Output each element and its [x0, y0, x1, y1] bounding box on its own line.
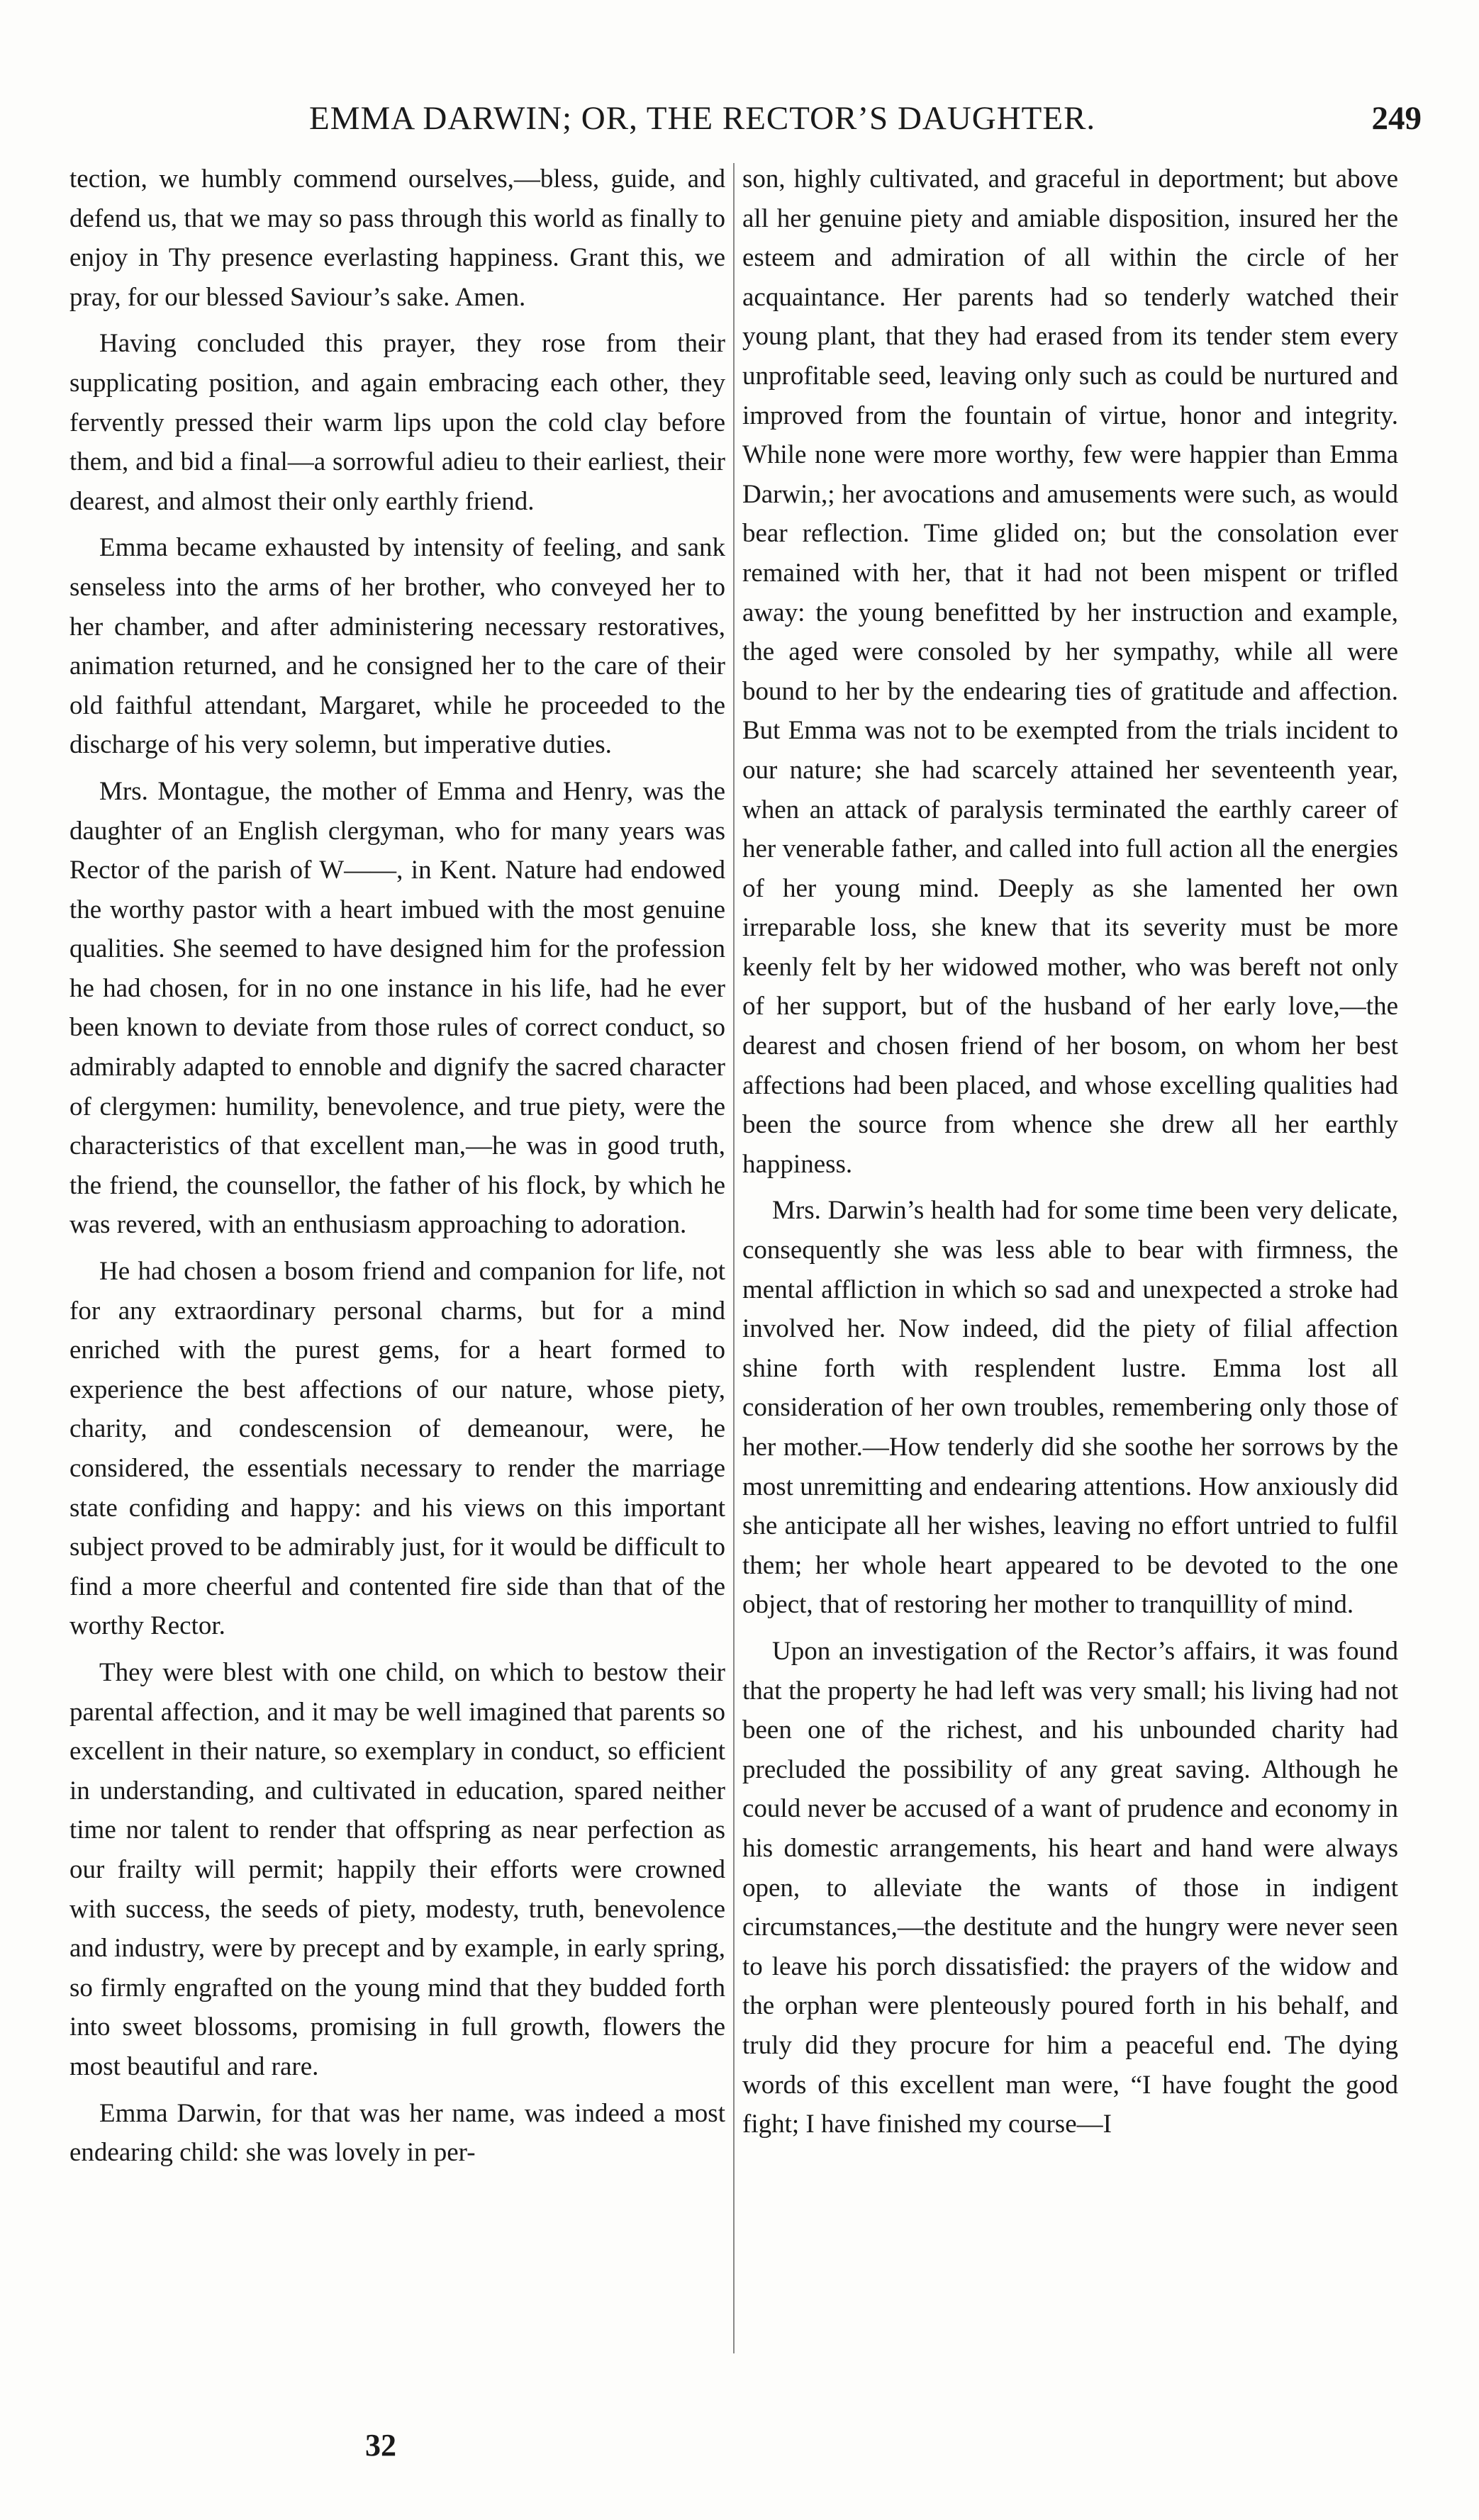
- paragraph: Emma became exhausted by intensity of feeling, and sank senseless into the arms of her brother, who conveyed her to her chamber, and after administering necessary restoratives, animation returned, and he consigned her to the care of their old faithful attendant, Margaret, while he proceeded to the discharge of his very solemn, but imperative duties.: [69, 533, 725, 760]
- signature-mark: 32: [365, 2428, 396, 2463]
- paragraph: Emma Darwin, for that was her name, was indeed a most endearing child: she was lovely in per-: [69, 2098, 725, 2168]
- right-column: [742, 159, 1398, 2357]
- paragraph: Mrs. Darwin’s health had for some time been very delicate, consequently she was less able to bear with firmness, the mental affliction in which so sad and unexpected a stroke had involved her. Now indeed, did the piety of filial affection shine forth with resplendent lustre. Emma lost all consideration of her own troubles, remembering only those of her mother.—How tenderly did she soothe her sorrows by the most unremitting and endearing attentions. How anxiously did she anticipate all her wishes, leaving no effort untried to fulfil them; her whole heart appeared to be devoted to the one object, that of restoring her mother to tranquillity of mind.: [742, 1196, 1398, 1620]
- page-number: 249: [1371, 100, 1422, 137]
- paragraph: Upon an investigation of the Rector’s affairs, it was found that the property he had left was very small; his living had not been one of the richest, and his unbounded charity had precluded the possibility of any great saving. Although he could never be accused of a want of prudence and economy in his domestic arrangements, his heart and hand were always open, to alleviate the wants of those in indigent circumstances,—the destitute and the hungry were never seen to leave his porch dissatisfied: the prayers of the widow and the orphan were plenteously poured forth in his behalf, and truly did they procure for him a peaceful end. The dying words of this excellent man were, “I have fought the good fight; I have finished my course—I: [742, 1636, 1398, 2139]
- left-column: [69, 159, 725, 2357]
- running-title: EMMA DARWIN; OR, THE RECTOR’S DAUGHTER.: [309, 100, 1096, 137]
- page-header: [64, 94, 1422, 143]
- paragraph: They were blest with one child, on which to bestow their parental affection, and it may be well imagined that parents so excellent in their nature, so exemplary in conduct, so efficient in understanding, and cultivated in education, spared neither time nor talent to render that offspring as near perfection as our frailty will permit; happily their efforts were crowned with success, the seeds of piety, modesty, truth, benevolence and industry, were by precept and by example, in early spring, so firmly engrafted on the young mind that they budded forth into sweet blossoms, promising in full growth, flowers the most beautiful and rare.: [69, 1657, 725, 2081]
- paragraph: son, highly cultivated, and graceful in deportment; but above all her genuine piety and amiable disposition, insured her the esteem and admiration of all within the circle of her acquaintance. Her parents had so tenderly watched their young plant, that they had erased from its tender stem every unprofitable seed, leaving only such as could be nurtured and improved from the fountain of virtue, honor and integrity. While none were more worthy, few were happier than Emma Darwin,; her avocations and amusements were such, as would bear reflection. Time glided on; but the consolation ever remained with her, that it had not been mispent or trifled away: the young benefitted by her instruction and example, the aged were consoled by her sympathy, while all were bound to her by the endearing ties of gratitude and affection. But Emma was not to be exempted from the trials incident to our nature; she had scarcely attained her seventeenth year, when an attack of paralysis terminated the earthly career of her venerable father, and called into full action all the energies of her young mind. Deeply as she lamented her own irreparable loss, she knew that its severity must be more keenly felt by her widowed mother, who was bereft not only of her support, but of the husband of her early love,—the dearest and chosen friend of her bosom, on whom her best affections had been placed, and whose excelling qualities had been the source from whence she drew all her earthly happiness.: [742, 164, 1398, 1179]
- paragraph: Having concluded this prayer, they rose from their supplicating position, and again embracing each other, they fervently pressed their warm lips upon the cold clay before them, and bid a final—a sorrowful adieu to their earliest, their dearest, and almost their only earthly friend.: [69, 329, 725, 516]
- paragraph: He had chosen a bosom friend and companion for life, not for any extraordinary personal charms, but for a mind enriched with the purest gems, for a heart formed to experience the best affections of our nature, whose piety, charity, and condescension of demeanour, were, he considered, the essentials necessary to render the marriage state confiding and happy: and his views on this important subject proved to be admirably just, for it would be difficult to find a more cheerful and contented fire side than that of the worthy Rector.: [69, 1257, 725, 1641]
- paragraph: tection, we humbly commend ourselves,—bless, guide, and defend us, that we may so pass through this world as finally to enjoy in Thy presence everlasting happiness. Grant this, we pray, for our blessed Saviour’s sake. Amen.: [69, 164, 725, 312]
- column-divider: [733, 163, 735, 2353]
- paragraph: Mrs. Montague, the mother of Emma and Henry, was the daughter of an English clergyman, who for many years was Rector of the parish of W——, in Kent. Nature had endowed the worthy pastor with a heart imbued with the most genuine qualities. She seemed to have designed him for the profession he had chosen, for in no one instance in his life, had he ever been known to deviate from those rules of correct conduct, so admirably adapted to ennoble and dignify the sacred character of clergymen: humility, benevolence, and true piety, were the characteristics of that excellent man,—he was in good truth, the friend, the counsellor, the father of his flock, by which he was revered, with an enthusiasm approaching to adoration.: [69, 776, 725, 1240]
